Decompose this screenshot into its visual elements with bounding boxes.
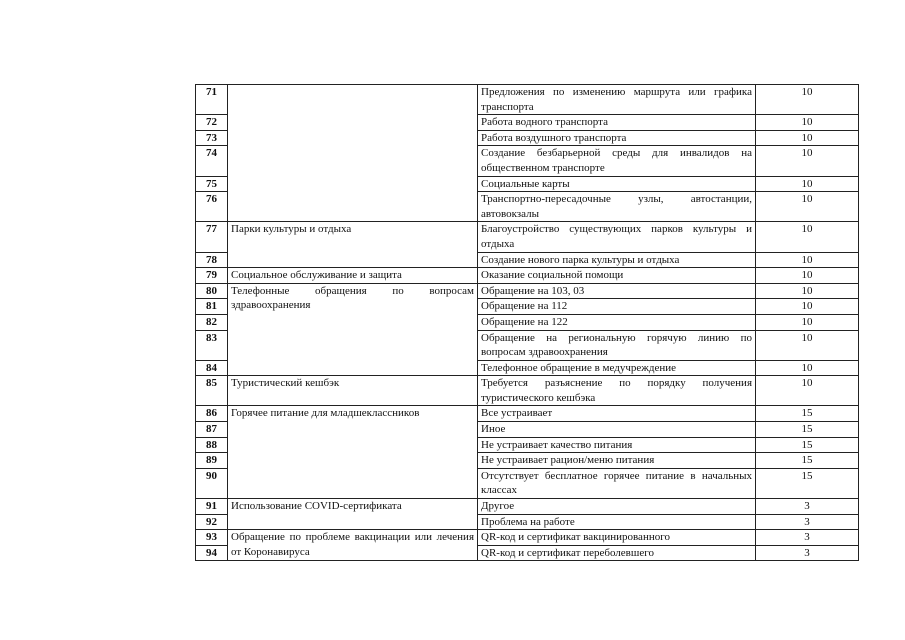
table-row <box>196 376 859 406</box>
value-cell: 10 <box>756 85 859 115</box>
subtopic-cell: Телефонное обращение в медучреждение <box>478 360 756 376</box>
value-cell: 3 <box>756 530 859 546</box>
subtopic-cell: Обращение на региональную горячую линию по вопросам здравоохранения <box>478 330 756 360</box>
row-number: 71 <box>196 85 228 115</box>
row-number: 80 <box>196 283 228 299</box>
row-number: 82 <box>196 314 228 330</box>
subtopic-cell: Другое <box>478 499 756 515</box>
row-number: 79 <box>196 268 228 284</box>
subtopic-cell: Создание нового парка культуры и отдыха <box>478 252 756 268</box>
topic-cell: Телефонные обращения по вопросам здравоохранения <box>228 283 478 376</box>
table-row <box>196 268 859 284</box>
row-number: 86 <box>196 406 228 422</box>
row-number: 90 <box>196 468 228 498</box>
row-number: 78 <box>196 252 228 268</box>
subtopic-cell: Обращение на 122 <box>478 314 756 330</box>
value-cell: 15 <box>756 453 859 469</box>
topic-cell: Использование COVID-сертификата <box>228 499 478 530</box>
subtopic-cell: Все устраивает <box>478 406 756 422</box>
value-cell: 10 <box>756 360 859 376</box>
subtopic-cell: Проблема на работе <box>478 514 756 530</box>
topic-cell: Обращение по проблеме вакцинации или лечения от Коронавируса <box>228 530 478 561</box>
row-number: 74 <box>196 146 228 176</box>
value-cell: 3 <box>756 514 859 530</box>
subtopic-cell: Предложения по изменению маршрута или графика транспорта <box>478 85 756 115</box>
table-row <box>196 85 859 115</box>
value-cell: 15 <box>756 437 859 453</box>
row-number: 84 <box>196 360 228 376</box>
subtopic-cell: Транспортно-пересадочные узлы, автостанции, автовокзалы <box>478 192 756 222</box>
value-cell: 10 <box>756 376 859 406</box>
value-cell: 10 <box>756 268 859 284</box>
value-cell: 10 <box>756 252 859 268</box>
subtopic-cell: Не устраивает качество питания <box>478 437 756 453</box>
table-row <box>196 222 859 252</box>
topic-cell <box>228 85 478 222</box>
table-row <box>196 283 859 299</box>
value-cell: 10 <box>756 314 859 330</box>
row-number: 85 <box>196 376 228 406</box>
row-number: 92 <box>196 514 228 530</box>
document-table <box>195 84 859 561</box>
value-cell: 15 <box>756 406 859 422</box>
value-cell: 10 <box>756 115 859 131</box>
row-number: 81 <box>196 299 228 315</box>
subtopic-cell: Социальные карты <box>478 176 756 192</box>
row-number: 88 <box>196 437 228 453</box>
row-number: 89 <box>196 453 228 469</box>
subtopic-cell: Требуется разъяснение по порядку получения туристического кешбэка <box>478 376 756 406</box>
subtopic-cell: Обращение на 112 <box>478 299 756 315</box>
subtopic-cell: Работа водного транспорта <box>478 115 756 131</box>
subtopic-cell: Оказание социальной помощи <box>478 268 756 284</box>
row-number: 91 <box>196 499 228 515</box>
subtopic-cell: QR-код и сертификат переболевшего <box>478 545 756 561</box>
topic-cell: Социальное обслуживание и защита <box>228 268 478 284</box>
value-cell: 3 <box>756 545 859 561</box>
value-cell: 10 <box>756 222 859 252</box>
table-row <box>196 530 859 546</box>
table-row <box>196 406 859 422</box>
row-number: 83 <box>196 330 228 360</box>
subtopic-cell: Отсутствует бесплатное горячее питание в начальных классах <box>478 468 756 498</box>
row-number: 73 <box>196 130 228 146</box>
row-number: 93 <box>196 530 228 546</box>
subtopic-cell: Иное <box>478 422 756 438</box>
subtopic-cell: Создание безбарьерной среды для инвалидов на общественном транспорте <box>478 146 756 176</box>
row-number: 77 <box>196 222 228 252</box>
row-number: 75 <box>196 176 228 192</box>
table-row <box>196 499 859 515</box>
subtopic-cell: QR-код и сертификат вакцинированного <box>478 530 756 546</box>
row-number: 76 <box>196 192 228 222</box>
subtopic-cell: Благоустройство существующих парков культуры и отдыха <box>478 222 756 252</box>
topic-cell: Горячее питание для младшеклассников <box>228 406 478 499</box>
value-cell: 10 <box>756 146 859 176</box>
value-cell: 10 <box>756 283 859 299</box>
row-number: 87 <box>196 422 228 438</box>
subtopic-cell: Работа воздушного транспорта <box>478 130 756 146</box>
value-cell: 10 <box>756 192 859 222</box>
subtopic-cell: Обращение на 103, 03 <box>478 283 756 299</box>
value-cell: 15 <box>756 422 859 438</box>
value-cell: 10 <box>756 330 859 360</box>
row-number: 72 <box>196 115 228 131</box>
topic-cell: Парки культуры и отдыха <box>228 222 478 268</box>
topic-cell: Туристический кешбэк <box>228 376 478 406</box>
value-cell: 10 <box>756 176 859 192</box>
subtopic-cell: Не устраивает рацион/меню питания <box>478 453 756 469</box>
value-cell: 15 <box>756 468 859 498</box>
value-cell: 10 <box>756 299 859 315</box>
value-cell: 10 <box>756 130 859 146</box>
row-number: 94 <box>196 545 228 561</box>
value-cell: 3 <box>756 499 859 515</box>
